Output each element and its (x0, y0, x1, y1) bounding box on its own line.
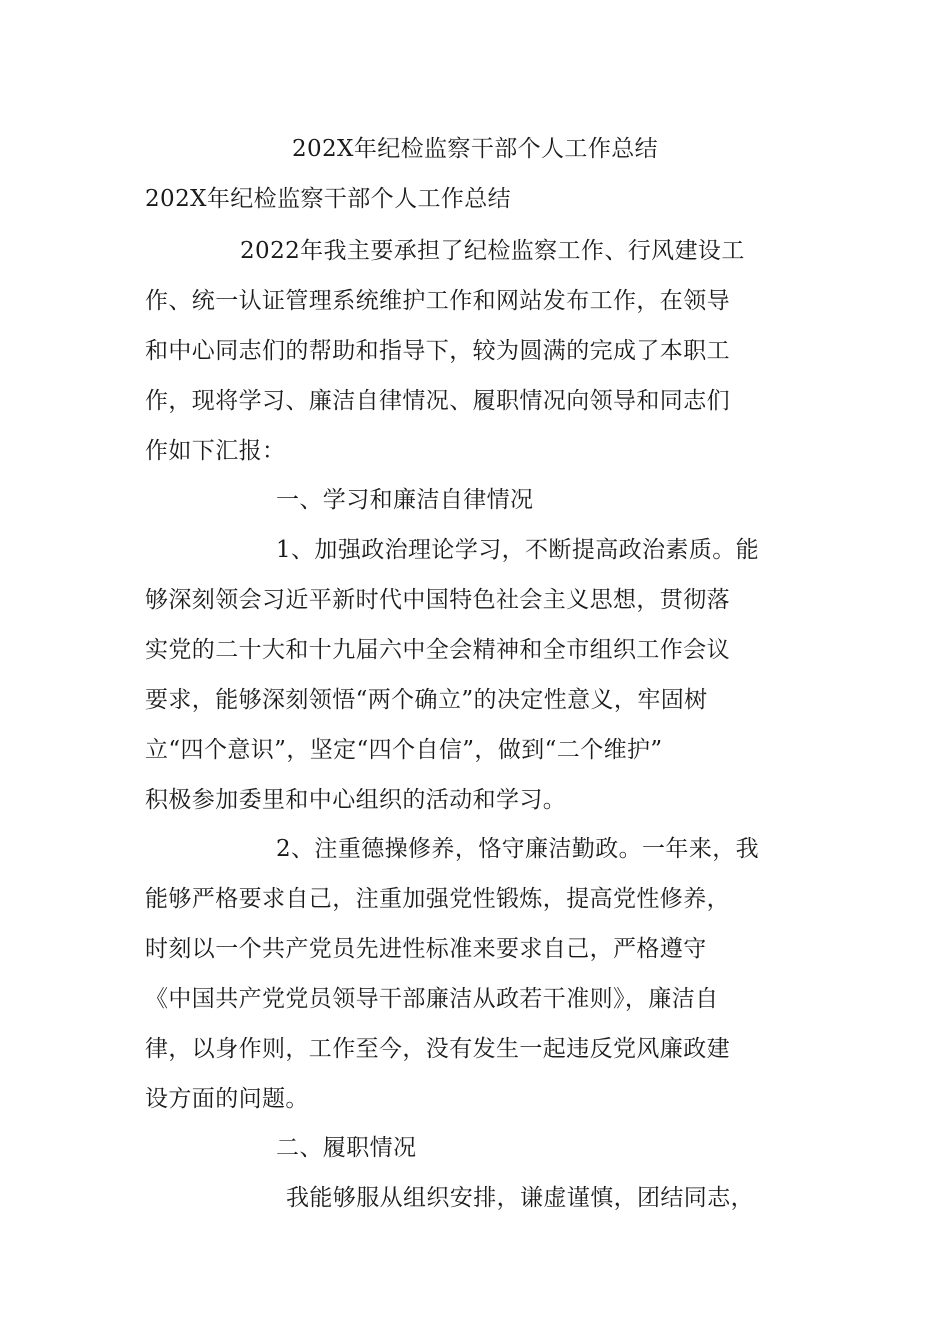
paragraph-line: 和中心同志们的帮助和指导下，较为圆满的完成了本职工 (145, 338, 730, 364)
section-heading: 二、履职情况 (276, 1135, 417, 1161)
paragraph-line: 2022年我主要承担了纪检监察工作、行风建设工 (240, 238, 745, 264)
paragraph-line: 能够严格要求自己，注重加强党性锻炼，提高党性修养， (145, 886, 730, 912)
paragraph-line: 作如下汇报： (145, 438, 286, 464)
paragraph-line: 设方面的问题。 (145, 1086, 309, 1112)
section-heading: 一、学习和廉洁自律情况 (276, 487, 534, 513)
document-subtitle: 202X年纪检监察干部个人工作总结 (145, 186, 512, 212)
paragraph-line: 1、加强政治理论学习，不断提高政治素质。能 (276, 537, 760, 563)
paragraph-line: 积极参加委里和中心组织的活动和学习。 (145, 787, 567, 813)
paragraph-line: 作，现将学习、廉洁自律情况、履职情况向领导和同志们 (145, 388, 730, 414)
paragraph-line: 《中国共产党党员领导干部廉洁从政若干准则》，廉洁自 (145, 986, 719, 1012)
paragraph-line: 2、注重德操修养，恪守廉洁勤政。一年来，我 (276, 836, 760, 862)
paragraph-line: 立“四个意识”，坚定“四个自信”，做到“二个维护” (145, 737, 663, 763)
paragraph-line: 时刻以一个共产党员先进性标准来要求自己，严格遵守 (145, 936, 707, 962)
paragraph-line: 够深刻领会习近平新时代中国特色社会主义思想，贯彻落 (145, 587, 730, 613)
paragraph-line: 实党的二十大和十九届六中全会精神和全市组织工作会议 (145, 637, 730, 663)
paragraph-line: 作、统一认证管理系统维护工作和网站发布工作，在领导 (145, 288, 730, 314)
document-title: 202X年纪检监察干部个人工作总结 (291, 136, 659, 162)
paragraph-line: 律，以身作则，工作至今，没有发生一起违反党风廉政建 (145, 1036, 730, 1062)
paragraph-line: 我能够服从组织安排，谦虚谨慎，团结同志， (286, 1185, 754, 1211)
paragraph-line: 要求，能够深刻领悟“两个确立”的决定性意义，牢固树 (145, 687, 708, 713)
